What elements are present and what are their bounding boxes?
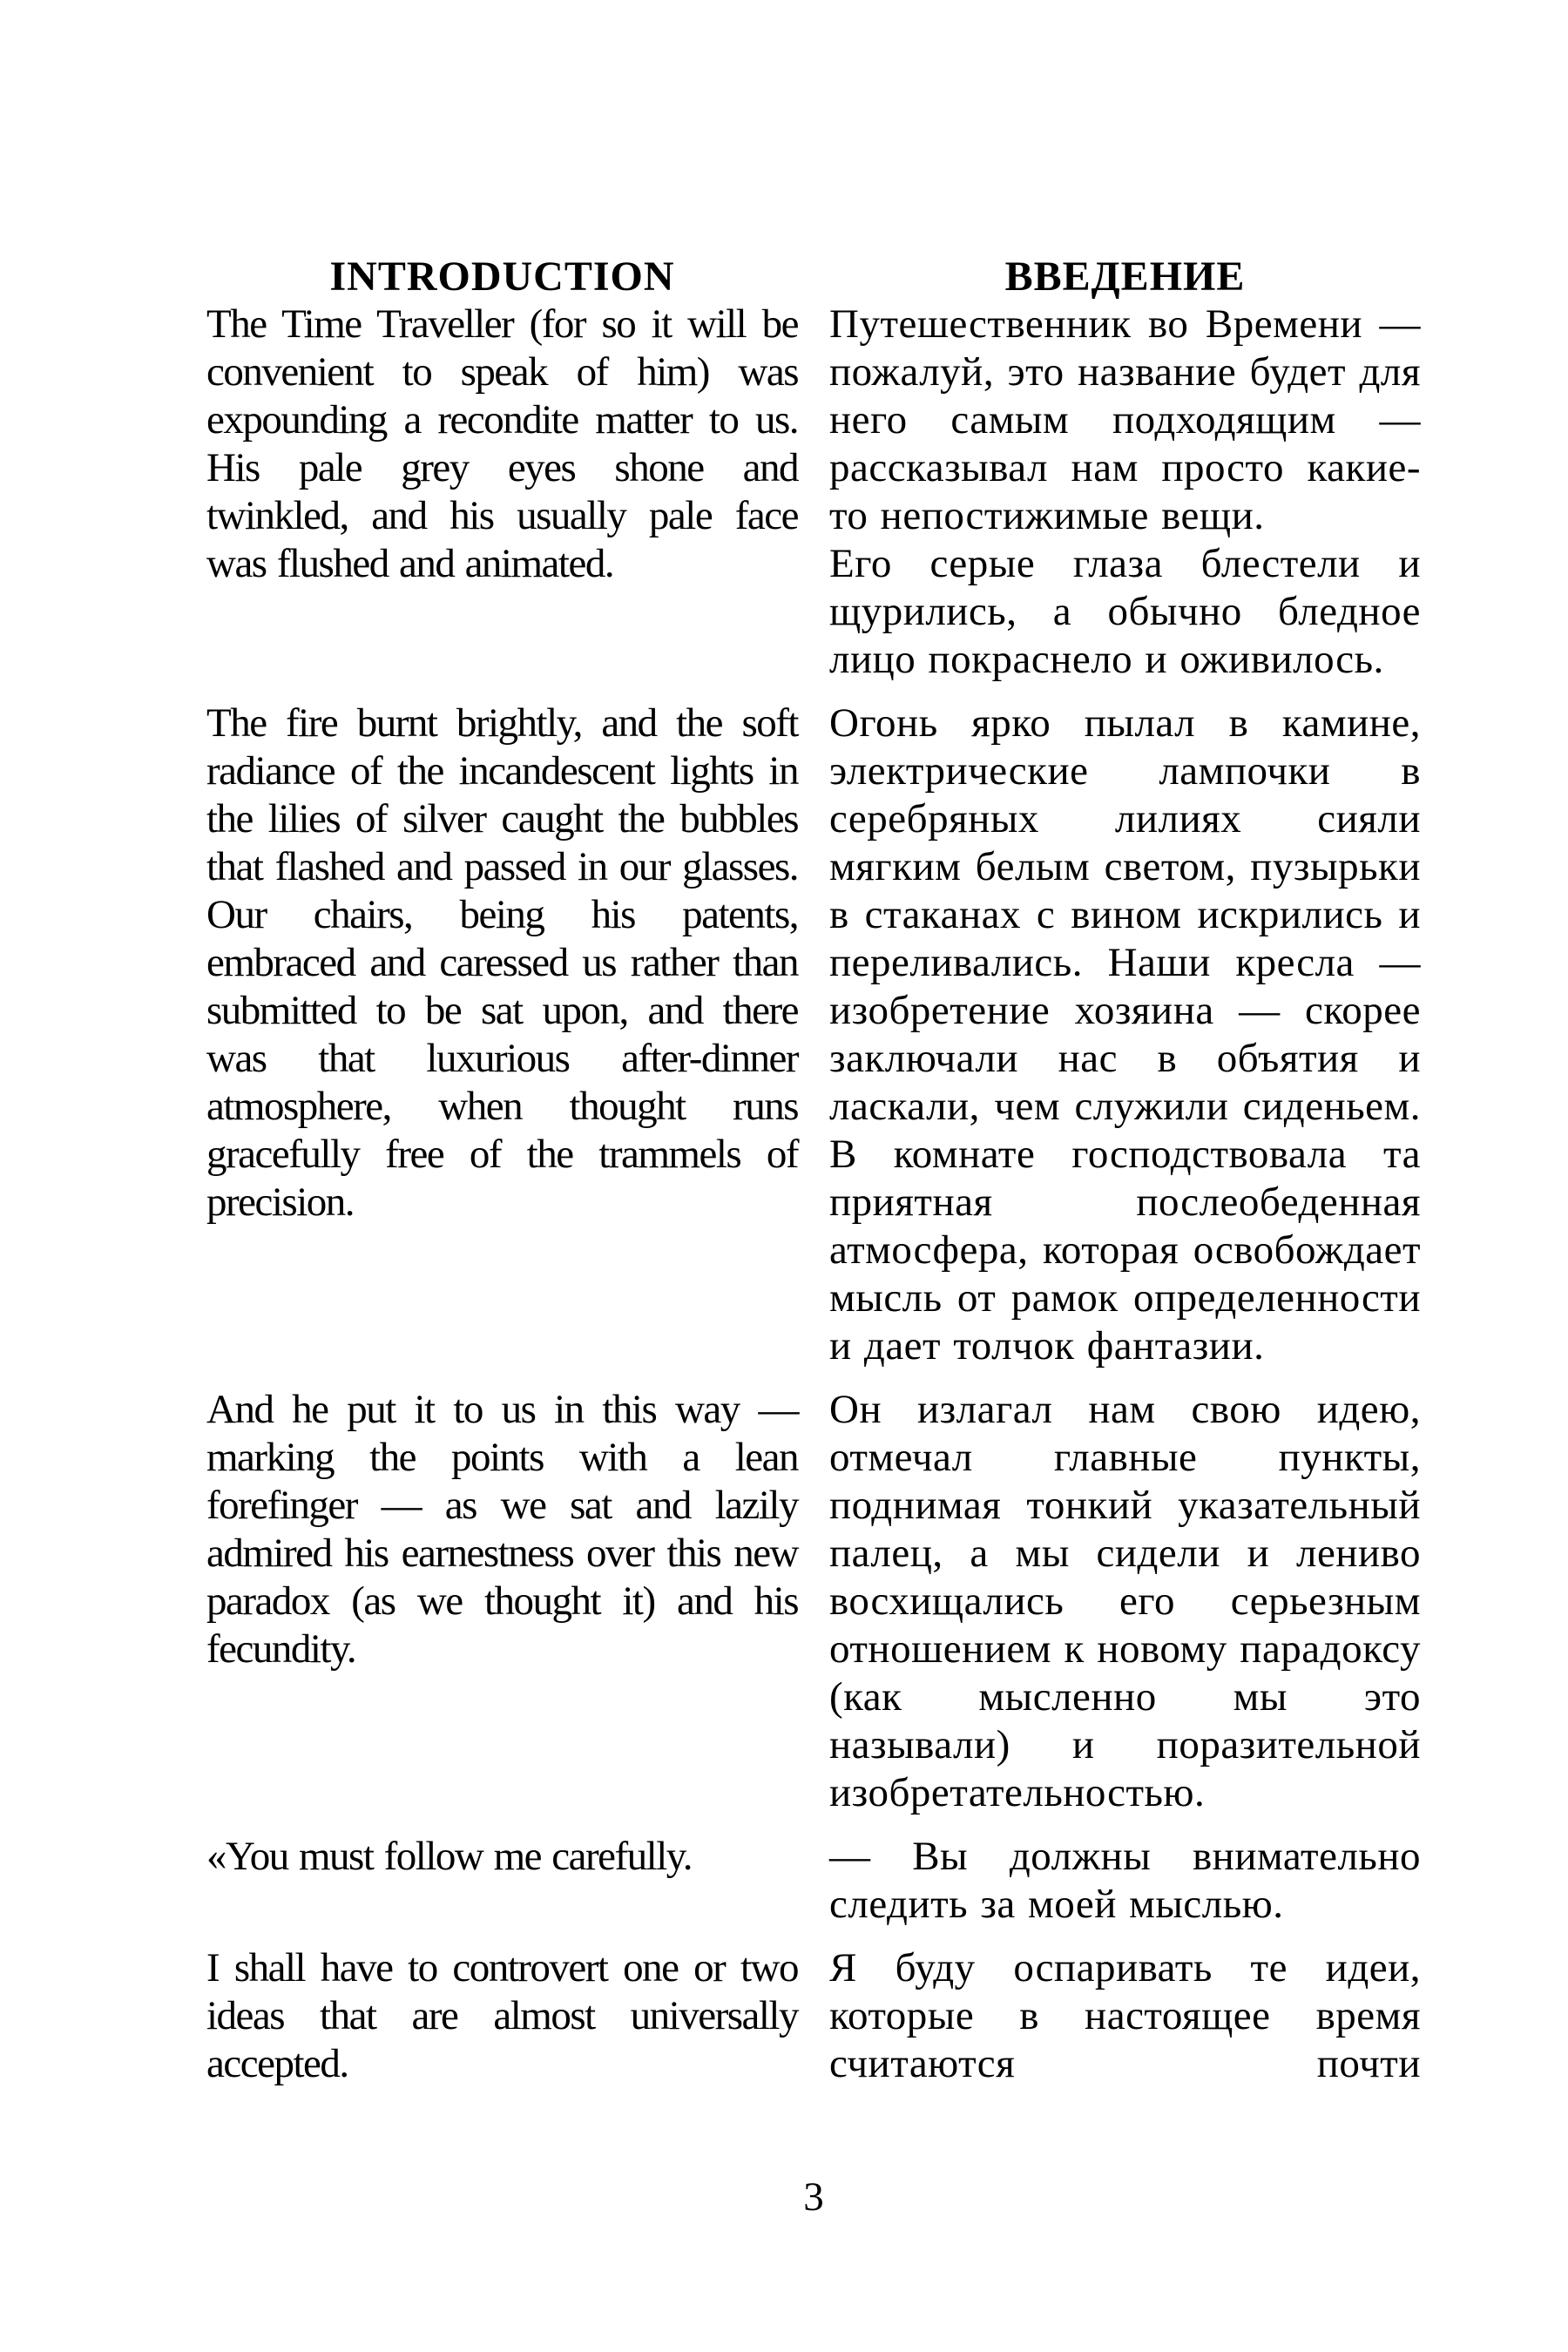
russian-text-cell (829, 1944, 1421, 2088)
russian-paragraph: Путешественник во Времени — пожалуй, это название будет для него самым подходящим — рассказывал нам просто какие-то непостижимые вещи. (829, 301, 1421, 538)
russian-paragraph: Я буду оспаривать те идеи, которые в настоящее время считаются почти (829, 1945, 1421, 2086)
english-paragraph: The fire burnt brightly, and the soft radiance of the incandescent lights in the lilies of silver caught the bubbles that flashed and passed in our glasses. Our chairs, being his patents, embraced and caressed us rather than submitted to be sat upon, and there was that luxurious after-dinner atmosphere, when thought runs gracefully free of the trammels of precision. (206, 700, 798, 1225)
russian-paragraph: Огонь ярко пылал в камине, электрические лампочки в серебряных лилиях сияли мягким белым светом, пузырьки в стаканах с вином искрились и переливались. Наши кресла — изобретение хозяина — скорее заключали нас в объятия и ласкали, чем служили сиденьем. В комнате господствовала та приятная послеобеденная атмосфера, которая освобождает мысль от рамок определенности и дает толчок фантазии. (829, 700, 1421, 1369)
parallel-text-row (206, 1386, 1421, 1817)
chapter-header-row (206, 253, 1421, 301)
russian-text-cell (829, 1833, 1421, 1929)
english-text-cell (206, 301, 798, 588)
english-text-cell (206, 1944, 798, 2088)
english-text-cell (206, 1386, 798, 1673)
russian-text-cell (829, 301, 1421, 684)
english-paragraph: The Time Traveller (for so it will be convenient to speak of him) was expounding a recondite matter to us. His pale grey eyes shone and twinkled, and his usually pale face was flushed and animated. (206, 301, 798, 586)
russian-text-cell (829, 700, 1421, 1370)
russian-paragraph: — Вы должны внимательно следить за моей мыслью. (829, 1834, 1421, 1927)
english-text-cell (206, 700, 798, 1227)
english-paragraph: «You must follow me carefully. (206, 1834, 692, 1879)
parallel-text-row (206, 700, 1421, 1370)
chapter-title-english: INTRODUCTION (329, 253, 675, 300)
russian-paragraph: Его серые глаза блестели и щурились, а обычно бледное лицо покраснело и оживилось. (829, 541, 1421, 682)
english-paragraph: I shall have to controvert one or two ideas that are almost universally accepted. (206, 1945, 798, 2086)
russian-paragraph: Он излагал нам свою идею, отмечал главные пункты, поднимая тонкий указательный палец, а мы сидели и лениво восхищались его серьезным отношением к новому парадоксу (как мысленно мы это называли) и поразительной изобретательностью. (829, 1387, 1421, 1815)
english-text-cell (206, 1833, 798, 1881)
parallel-text-row (206, 301, 1421, 684)
english-paragraph: And he put it to us in this way — marking the points with a lean forefinger — as we sat and lazily admired his earnestness over this new paradox (as we thought it) and his fecundity. (206, 1387, 798, 1672)
chapter-title-russian: ВВЕДЕНИЕ (1004, 253, 1246, 300)
parallel-text-row (206, 1944, 1421, 2088)
russian-text-cell (829, 1386, 1421, 1817)
parallel-text-row (206, 1833, 1421, 1929)
page-number: 3 (803, 2174, 824, 2220)
parallel-text-content (206, 253, 1421, 2088)
